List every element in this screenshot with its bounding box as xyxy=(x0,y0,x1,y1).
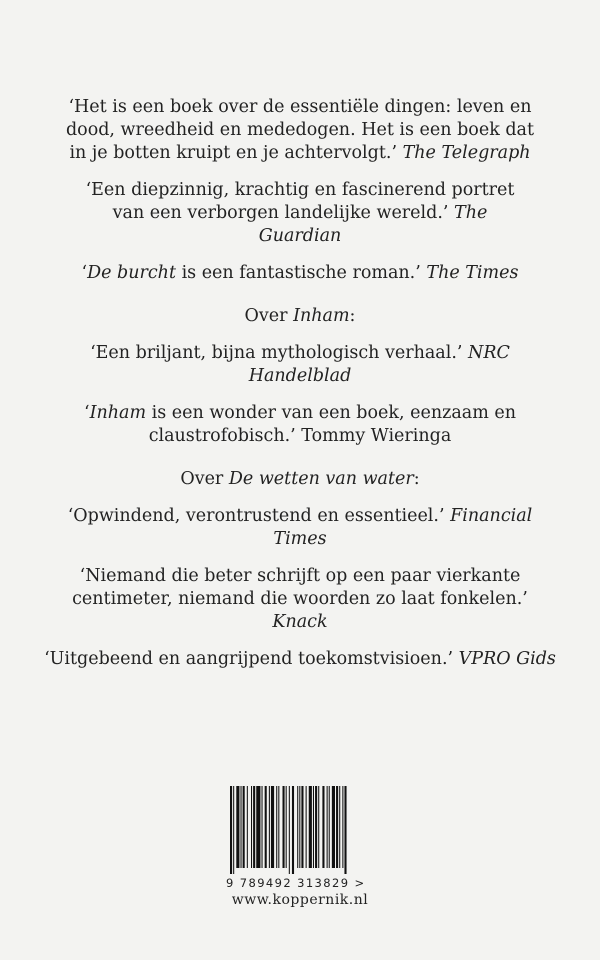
heading-over-inham: Over Inham: xyxy=(244,306,356,326)
blurb-text: ‘Uitgebeend en aangrijpend toekomstvisioen.’ xyxy=(44,649,454,669)
blurb-nrc xyxy=(40,342,560,388)
blurb-text: ‘Een briljant, bijna mythologisch verhaal.’ xyxy=(90,343,463,363)
blurb-text: is een wonder van een boek, eenzaam en claustrofobisch.’ xyxy=(146,403,516,446)
blurb-text: is een fantastische roman.’ xyxy=(176,263,421,283)
blurb-source: Tommy Wieringa xyxy=(301,426,452,446)
quotes-section xyxy=(40,96,560,685)
heading-over-wetten: Over De wetten van water: xyxy=(180,469,420,489)
blurb-telegraph xyxy=(40,96,560,165)
publisher-website: www.koppernik.nl xyxy=(231,892,369,908)
book-title: De burcht xyxy=(87,263,176,283)
isbn-barcode xyxy=(226,786,376,890)
book-title: Inham xyxy=(89,403,147,423)
blurb-source: The Telegraph xyxy=(402,143,531,163)
blurb-source: The Guardian xyxy=(258,203,488,246)
blurb-text: ‘Een diepzinnig, krachtig en fascinerend portret van een verborgen landelijke wereld.’ xyxy=(85,180,515,223)
blurb-source: The Times xyxy=(426,263,519,283)
blurb-text: ‘Het is een boek over de essentiële dingen: leven en dood, wreedheid en mededogen. Het is een boek dat in je botten kruipt en je achtervolgt.’ xyxy=(65,97,535,163)
barcode-bars xyxy=(226,786,376,874)
blurb-knack xyxy=(40,565,560,634)
blurb-text: ‘Niemand die beter schrijft op een paar vierkante centimeter, niemand die woorden zo laat fonkelen.’ xyxy=(72,566,528,609)
blurb-wieringa: ‘Inham is een wonder van een boek, eenzaam en claustrofobisch.’ Tommy Wieringa xyxy=(84,403,516,446)
blurb-financial-times xyxy=(40,505,560,551)
blurb-source: Financial Times xyxy=(273,506,533,549)
blurb-text: ‘Opwindend, verontrustend en essentieel.’ xyxy=(67,506,445,526)
blurb-source: VPRO Gids xyxy=(458,649,556,669)
book-title: Inham xyxy=(293,306,350,326)
isbn-digits: 9 789492 313829 > xyxy=(226,876,366,890)
blurb-source: Knack xyxy=(272,612,328,632)
blurb-guardian xyxy=(40,179,560,248)
book-title: De wetten van water xyxy=(228,469,414,489)
blurb-times: ‘De burcht is een fantastische roman.’ The Times xyxy=(81,263,519,283)
blurb-source: NRC Handelblad xyxy=(248,343,510,386)
blurb-vpro xyxy=(40,648,560,671)
